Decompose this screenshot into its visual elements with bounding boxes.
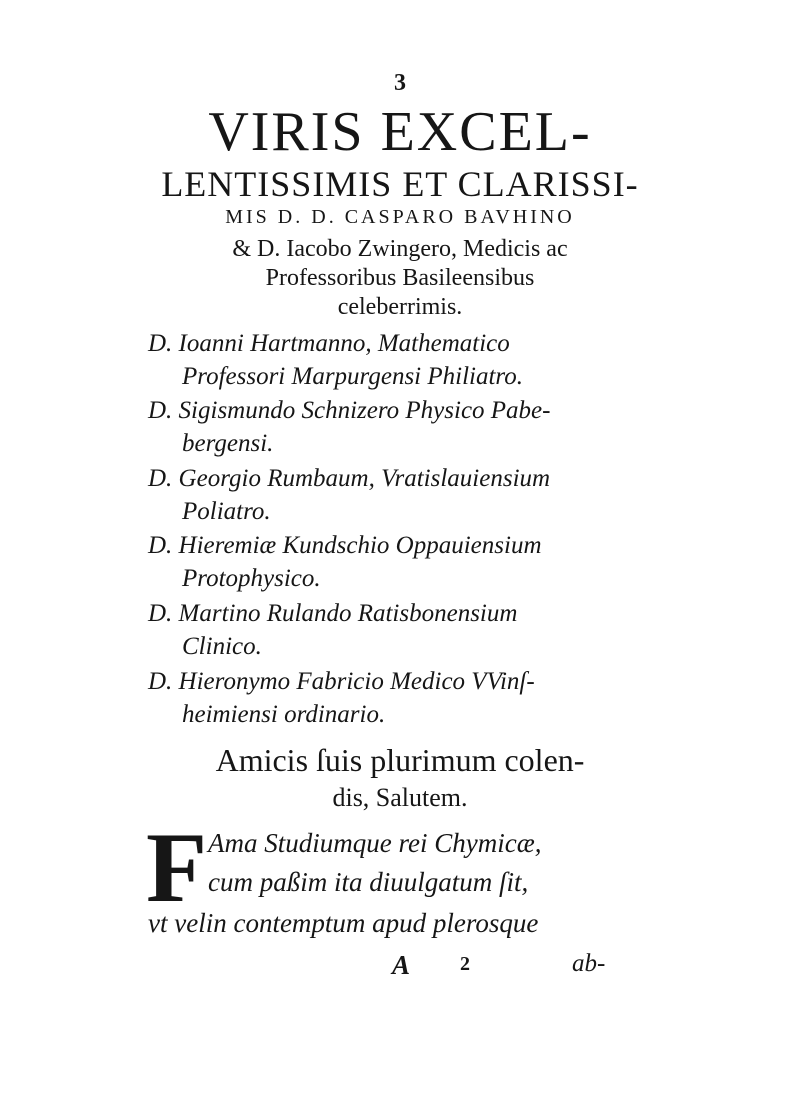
dedication-5-line-2: Clinico. (182, 633, 262, 660)
title-line-6: celeberrimis. (337, 294, 463, 320)
dedication-2-line-2: bergensi. (182, 430, 274, 457)
body-line-1: Ama Studiumque rei Chymicæ, (208, 828, 542, 858)
dedication-6-line-1: D. Hieronymo Fabricio Medico VVinſ- (148, 668, 535, 695)
catchword: ab- (572, 950, 606, 977)
dedication-4-line-1: D. Hieremiæ Kundschio Oppauiensium (148, 532, 542, 559)
dedication-3-line-1: D. Georgio Rumbaum, Vratislauiensium (148, 465, 551, 492)
signature-number: 2 (460, 953, 470, 975)
title-line-3: MIS D. D. CASPARO BAVHINO (225, 206, 575, 228)
dedication-3-line-2: Poliatro. (182, 498, 271, 525)
dedication-5-line-1: D. Martino Rulando Ratisbonensium (148, 600, 518, 627)
dedication-4-line-2: Protophysico. (182, 565, 321, 592)
dedication-1-line-2: Professori Marpurgensi Philiatro. (182, 363, 523, 390)
body-line-2: cum paßim ita diuulgatum ſit, (208, 867, 529, 897)
title-line-4: & D. Iacobo Zwingero, Medicis ac (232, 236, 568, 262)
body-line-3: vt velin contemptum apud plerosque (148, 908, 539, 938)
title-line-1: VIRIS EXCEL- (208, 101, 592, 163)
dedication-6-line-2: heimiensi ordinario. (182, 701, 386, 728)
signature-mark: A (392, 950, 411, 980)
title-line-2: LENTISSIMIS ET CLARISSI- (161, 164, 639, 204)
salutation-line-2: dis, Salutem. (332, 783, 468, 812)
drop-cap: F (146, 812, 208, 923)
title-line-5: Professoribus Basileensibus (265, 265, 535, 291)
dedication-1-line-1: D. Ioanni Hartmanno, Mathematico (148, 330, 510, 357)
page-number: 3 (394, 70, 406, 96)
dedication-2-line-1: D. Sigismundo Schnizero Physico Pabe- (148, 397, 551, 424)
salutation-line-1: Amicis ſuis plurimum colen- (215, 742, 585, 778)
